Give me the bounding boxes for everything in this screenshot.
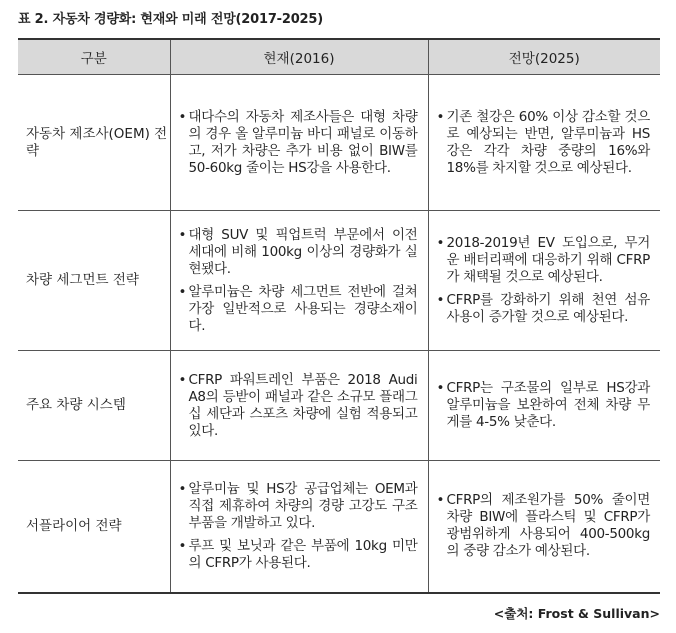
header-row [18,39,660,75]
list-item: • 루프 및 보닛과 같은 부품에 10kg 미만의 CFRP가 사용된다. [179,538,418,572]
table-row [18,75,660,211]
current-cell [170,351,428,461]
header-current: 현재(2016) [170,39,428,75]
comparison-table [18,38,660,594]
row-category: 차량 세그먼트 전략 [18,211,170,351]
outlook-cell [428,351,660,461]
row-category: 주요 차량 시스템 [18,351,170,461]
row-category: 서플라이어 전략 [18,461,170,593]
list-item: • 2018-2019년 EV 도입으로, 무거운 배터리팩에 대응하기 위해 CFRP가 채택될 것으로 예상된다. [437,235,651,286]
list-item: • CFRP 파워트레인 부품은 2018 Audi A8의 등받이 패널과 같은 소규모 플래그십 세단과 스포츠 차량에 실험 적용되고 있다. [179,372,418,440]
list-item: • 알루미늄은 차량 세그먼트 전반에 걸쳐 가장 일반적으로 사용되는 경량소재이다. [179,284,418,335]
table-title: 표 2. 자동차 경량화: 현재와 미래 전망(2017-2025) [18,12,323,27]
row-category: 자동차 제조사(OEM) 전략 [18,75,170,211]
table-row [18,211,660,351]
current-cell [170,461,428,593]
list-item: • 대다수의 자동차 제조사들은 대형 차량의 경우 올 알루미늄 바디 패널로 이동하고, 저가 차량은 추가 비용 없이 BIW를 50-60kg 줄이는 HS강을 사용한다. [179,109,418,177]
header-category: 구분 [18,39,170,75]
table-row [18,351,660,461]
source-citation: <출처: Frost & Sullivan> [493,606,660,621]
list-item: • 기존 철강은 60% 이상 감소할 것으로 예상되는 반면, 알루미늄과 HS강은 각각 차량 중량의 16%와 18%를 차지할 것으로 예상된다. [437,109,651,177]
current-cell [170,75,428,211]
outlook-cell [428,461,660,593]
table-row [18,461,660,593]
outlook-cell [428,211,660,351]
list-item: • CFRP의 제조원가를 50% 줄이면 차량 BIW에 플라스틱 및 CFRP가 광범위하게 사용되어 400-500kg의 중량 감소가 예상된다. [437,492,651,560]
outlook-cell [428,75,660,211]
list-item: • CFRP를 강화하기 위해 천연 섬유 사용이 증가할 것으로 예상된다. [437,292,651,326]
current-cell [170,211,428,351]
list-item: • 알루미늄 및 HS강 공급업체는 OEM과 직접 제휴하여 차량의 경량 고강도 구조 부품을 개발하고 있다. [179,481,418,532]
header-outlook: 전망(2025) [428,39,660,75]
list-item: • 대형 SUV 및 픽업트럭 부문에서 이전 세대에 비해 100kg 이상의 경량화가 실현됐다. [179,227,418,278]
list-item: • CFRP는 구조물의 일부로 HS강과 알루미늄을 보완하여 전체 차량 무게를 4-5% 낮춘다. [437,380,651,431]
